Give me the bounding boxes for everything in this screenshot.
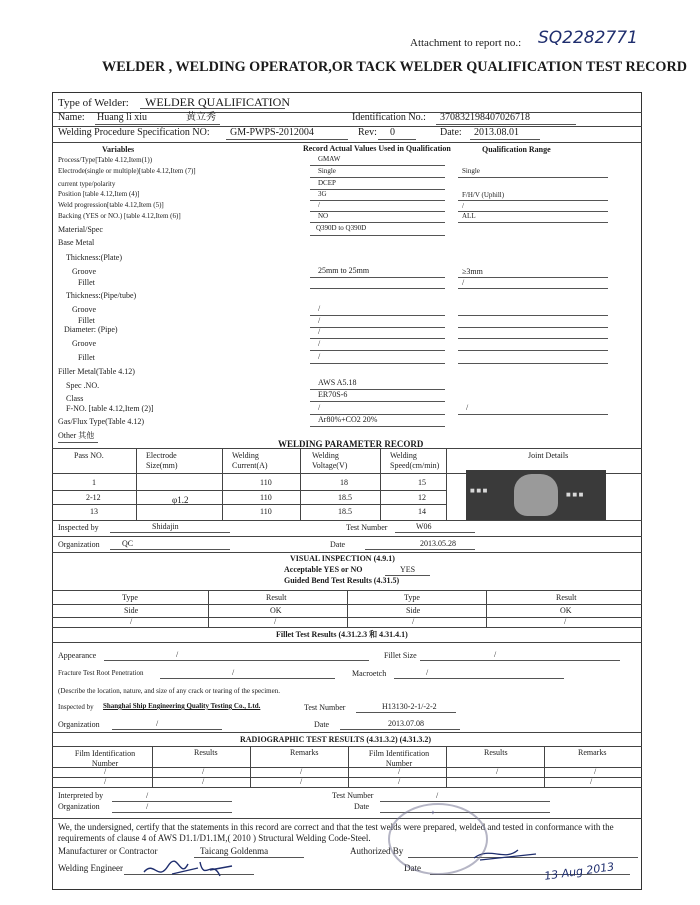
variable-actual: / <box>318 327 321 336</box>
radio-organization-label: Organization <box>58 802 100 811</box>
acceptable-value: YES <box>400 565 416 574</box>
param-pass: 13 <box>90 507 98 516</box>
param-pass: 1 <box>92 478 96 487</box>
fillet-date-label: Date <box>314 720 330 729</box>
qualification-range-header: Qualification Range <box>482 145 551 154</box>
fillet-inspected-value: Shanghai Ship Engineering Quality Testing Co., Ltd. <box>103 702 261 710</box>
organization-label: Organization <box>58 540 100 549</box>
variable-label: Filler Metal(Table 4.12) <box>58 367 135 376</box>
variable-actual: ER70S-6 <box>318 390 348 399</box>
variable-range: / <box>462 202 464 210</box>
param-speed: 12 <box>418 493 426 502</box>
attachment-number: SQ2282771 <box>538 28 638 48</box>
radio-header-remarks: Remarks <box>290 748 319 757</box>
variable-actual: / <box>318 339 321 348</box>
bend-cell: / <box>564 617 567 626</box>
param-voltage: 18 <box>340 478 348 487</box>
engineer-label: Welding Engineer <box>58 863 124 873</box>
param-header-speed: Welding Speed(cm/min) <box>390 451 440 470</box>
param-speed: 15 <box>418 478 426 487</box>
variable-label: Other 其他 <box>58 431 95 440</box>
identification-label: Identification No.: <box>352 112 426 123</box>
param-current: 110 <box>260 493 272 502</box>
type-of-welder-value: WELDER QUALIFICATION <box>145 95 290 109</box>
inspected-by-value: Shidajin <box>152 522 179 531</box>
radio-cell: / <box>590 777 593 786</box>
variable-label: Fillet <box>78 278 95 287</box>
cert-date-label: Date <box>404 863 421 873</box>
date-label: Date: <box>440 127 462 138</box>
radio-cell: / <box>398 777 401 786</box>
param-header-pass: Pass NO. <box>74 451 104 460</box>
fillet-inspected-label: Inspected by <box>58 703 94 711</box>
bend-header-result: Result <box>266 593 287 602</box>
visual-inspection-title: VISUAL INSPECTION (4.9.1) <box>290 554 395 563</box>
radio-cell: / <box>202 777 205 786</box>
variable-actual: 25mm to 25mm <box>318 266 370 275</box>
name-chinese: 黄立秀 <box>186 112 216 123</box>
name-label: Name: <box>58 112 85 123</box>
radio-header-film: Film Identification Number <box>74 749 136 768</box>
appearance-label: Appearance <box>58 651 97 660</box>
radio-cell: / <box>104 767 107 776</box>
variable-label: Groove <box>72 339 96 348</box>
variable-actual: Single <box>318 167 336 175</box>
radio-organization-value: / <box>146 802 149 811</box>
test-number-value: W06 <box>416 522 432 531</box>
macroetch-value: / <box>426 668 429 677</box>
inspection-date-value: 2013.05.28 <box>420 539 456 548</box>
radio-header-results-2: Results <box>484 748 508 757</box>
variable-range: ALL <box>462 212 476 220</box>
radio-cell: / <box>202 767 205 776</box>
variable-actual: GMAW <box>318 155 341 163</box>
variables-header: Variables <box>102 145 135 154</box>
interpreted-label: Interpreted by <box>58 791 104 800</box>
param-header-current: Welding Current(A) <box>232 451 268 470</box>
variable-label: Class <box>66 394 84 403</box>
identification-value: 370832198407026718 <box>440 112 530 123</box>
describe-note: (Describe the location, nature, and size of any crack or tearing of the specimen. <box>58 687 280 695</box>
variable-label: Fillet <box>78 316 95 325</box>
variable-label: Process/Type[Table 4.12,Item(1)) <box>58 156 153 164</box>
fillet-size-label: Fillet Size <box>384 651 417 660</box>
fillet-date-value: 2013.07.08 <box>388 719 424 728</box>
bend-test-title: Guided Bend Test Results (4.31.5) <box>284 576 400 585</box>
organization-value: QC <box>122 539 134 548</box>
variable-actual: / <box>318 352 321 361</box>
manufacturer-label: Manufacturer or Contractor <box>58 846 158 856</box>
type-of-welder-label: Type of Welder: <box>58 97 129 109</box>
variable-actual: / <box>318 316 321 325</box>
appearance-value: / <box>176 650 179 659</box>
bend-cell: / <box>130 617 133 626</box>
param-pass: 2-12 <box>86 493 101 502</box>
radio-header-remarks-2: Remarks <box>578 748 607 757</box>
inspected-by-label: Inspected by <box>58 523 99 532</box>
manufacturer-value: Taicang Goldenma <box>200 846 269 856</box>
name-value: Huang li xiu <box>97 112 147 123</box>
param-voltage: 18.5 <box>338 493 352 502</box>
date-value: 2013.08.01 <box>474 127 519 138</box>
inspection-date-label: Date <box>330 540 346 549</box>
param-header-electrode: Electrode Size(mm) <box>146 451 178 470</box>
bend-header-result-2: Result <box>556 593 577 602</box>
certification-statement: We, the undersigned, certify that the statements in this record are correct and that the test welds were prepared, welded and tested in conformance with the requirements of clause 4 of AWS D1.1/D1.1M,( 2010 ) Structural Welding Code-Steel. <box>58 822 614 843</box>
attachment-label: Attachment to report no.: <box>410 37 522 49</box>
bend-header-type-2: Type <box>404 593 420 602</box>
variable-actual: / <box>318 304 321 313</box>
radio-test-number-value: / <box>436 791 439 800</box>
authorized-label: Authorized By <box>350 846 404 856</box>
variable-label: Weld progression[table 4.12,Item (5)] <box>58 201 164 209</box>
param-speed: 14 <box>418 507 426 516</box>
company-stamp: ✦ <box>388 803 488 875</box>
fillet-test-number-label: Test Number <box>304 703 346 712</box>
param-header-voltage: Welding Voltage(V) <box>312 451 348 470</box>
fillet-test-number-value: H13130-2-1/-2-2 <box>382 702 437 711</box>
radio-test-number-label: Test Number <box>332 791 374 800</box>
test-number-label: Test Number <box>346 523 388 532</box>
actual-values-header: Record Actual Values Used in Qualification <box>303 144 451 153</box>
variable-actual: Ar80%+CO2 20% <box>318 415 378 424</box>
interpreted-value: / <box>146 791 149 800</box>
engineer-signature <box>140 856 236 886</box>
variable-actual: / <box>318 201 320 209</box>
fillet-organization-value: / <box>156 719 159 728</box>
variable-actual: DCEP <box>318 179 336 187</box>
joint-detail-photo: ■ ■ ■ ■ ■ ■ <box>466 470 606 520</box>
param-header-joint: Joint Details <box>528 451 569 460</box>
variable-range: ≥3mm <box>462 267 483 276</box>
variable-actual: Q390D to Q390D <box>316 224 367 232</box>
variable-range: Single <box>462 167 480 175</box>
bend-cell: Side <box>406 606 421 615</box>
rev-label: Rev: <box>358 127 377 138</box>
variable-label: Groove <box>72 305 96 314</box>
radio-cell: / <box>300 767 303 776</box>
radio-cell: / <box>496 767 499 776</box>
variable-range: / <box>462 278 465 287</box>
variable-actual: 3G <box>318 190 327 198</box>
variable-label: Thickness:(Plate) <box>66 253 122 262</box>
variable-label: Diameter: (Pipe) <box>64 325 118 334</box>
variable-label: F-NO. [table 4.12,Item (2)] <box>66 404 154 413</box>
bend-cell: OK <box>270 606 282 615</box>
cert-date-value: 13 Aug 2013 <box>543 860 616 883</box>
variable-label: Base Metal <box>58 238 95 247</box>
acceptable-label: Acceptable YES or NO <box>284 565 363 574</box>
bend-header-type: Type <box>122 593 138 602</box>
rev-value: 0 <box>390 127 395 138</box>
bend-cell: / <box>412 617 415 626</box>
variable-label: Backing (YES or NO.) [table 4.12,Item (6)] <box>58 212 181 220</box>
variable-label: Thickness:(Pipe/tube) <box>66 291 137 300</box>
variable-label: Position [table 4.12,Item (4)] <box>58 190 140 198</box>
variable-range: / <box>466 403 469 412</box>
welding-params-title: WELDING PARAMETER RECORD <box>278 439 424 449</box>
bend-cell: OK <box>560 606 572 615</box>
param-voltage: 18.5 <box>338 507 352 516</box>
variable-label: Gas/Flux Type(Table 4.12) <box>58 417 145 426</box>
fracture-value: / <box>232 668 235 677</box>
wps-label: Welding Procedure Specification NO: <box>58 127 210 138</box>
macroetch-label: Macroetch <box>352 669 387 678</box>
fillet-title: Fillet Test Results (4.31.2.3 和 4.31.4.1) <box>276 630 408 639</box>
radio-cell: / <box>104 777 107 786</box>
param-current: 110 <box>260 478 272 487</box>
bend-cell: Side <box>124 606 139 615</box>
bend-cell: / <box>274 617 277 626</box>
radio-cell: / <box>594 767 597 776</box>
variable-label: current type/polarity <box>58 180 116 188</box>
variable-actual: NO <box>318 212 329 220</box>
variable-actual: AWS A5.18 <box>318 378 357 387</box>
radio-header-results: Results <box>194 748 218 757</box>
variable-label: Material/Spec <box>58 225 103 234</box>
variable-label: Electrode(single or multiple)[table 4.12,Item (7)] <box>58 167 196 175</box>
variable-actual: / <box>318 403 321 412</box>
radio-header-film-2: Film Identification Number <box>368 749 430 768</box>
variable-label: Fillet <box>78 353 95 362</box>
variable-range: F/H/V (Uphill) <box>462 191 505 199</box>
fillet-size-value: / <box>494 650 497 659</box>
radio-cell: / <box>300 777 303 786</box>
variable-label: Groove <box>72 267 96 276</box>
param-current: 110 <box>260 507 272 516</box>
radiographic-title: RADIOGRAPHIC TEST RESULTS (4.31.3.2) (4.31.3.2) <box>240 735 431 744</box>
fracture-label: Fracture Test Root Penetration <box>58 669 144 677</box>
radio-cell: / <box>398 767 401 776</box>
fillet-organization-label: Organization <box>58 720 100 729</box>
wps-value: GM-PWPS-2012004 <box>230 127 314 138</box>
page-title: WELDER , WELDING OPERATOR,OR TACK WELDER QUALIFICATION TEST RECORD <box>102 59 687 75</box>
param-electrode-size: φ1.2 <box>172 495 189 505</box>
variable-label: Spec .NO. <box>66 381 100 390</box>
radio-date-label: Date <box>354 802 370 811</box>
